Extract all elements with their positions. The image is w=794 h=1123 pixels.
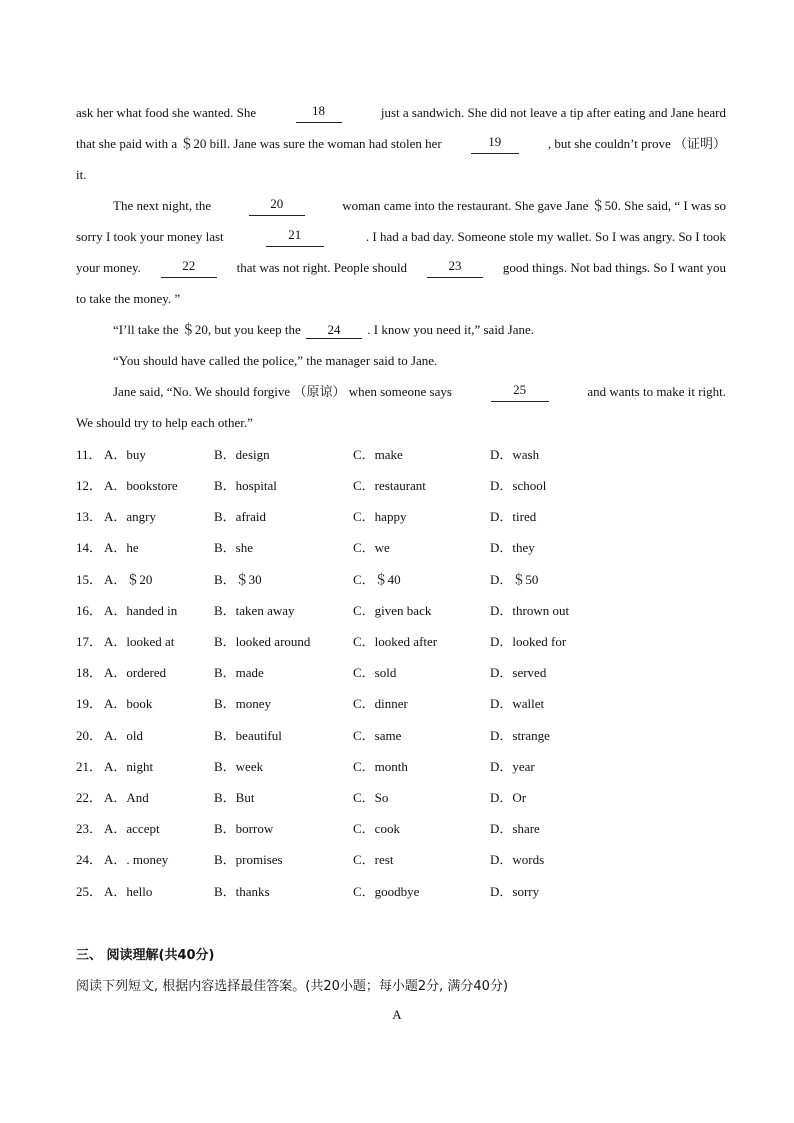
option-c[interactable]: C．cook [353,821,400,836]
option-d[interactable]: D．school [490,478,547,493]
option-b[interactable]: B．borrow [214,821,274,836]
question-24 [76,850,726,870]
passage-line-5 [76,227,726,247]
text: and wants to make it right. [587,384,726,399]
text: good things. Not bad things. So I want you [502,260,726,275]
option-d[interactable]: D．strange [490,728,550,743]
question-17 [76,632,726,652]
option-d[interactable]: D．share [490,821,540,836]
option-d[interactable]: D．wash [490,447,540,462]
option-a[interactable]: A．looked at [104,634,175,649]
question-number: 14． [76,540,103,555]
passage-line-1 [76,103,726,123]
option-d[interactable]: D．year [490,759,535,774]
option-b[interactable]: B．beautiful [214,728,282,743]
text: The next night, the [113,198,212,213]
question-number: 25． [76,884,103,899]
text: . I had a bad day. Someone stole my wallet. So I was angry. So I took [365,229,726,244]
option-c[interactable]: C．happy [353,509,407,524]
blank-24: 24 [306,322,362,339]
option-b[interactable]: B．taken away [214,603,295,618]
question-number: 21． [76,759,103,774]
option-d[interactable]: D．looked for [490,634,567,649]
option-c[interactable]: C．month [353,759,408,774]
blank-18: 18 [296,103,342,123]
section-title: 三、 阅读理解(共40分) [76,948,215,963]
passage-line-3: it. [76,167,87,182]
option-a[interactable]: A．handed in [104,603,178,618]
option-c[interactable]: C．goodbye [353,884,420,899]
passage-line-7: to take the money. ” [76,291,181,306]
option-c[interactable]: C．make [353,447,403,462]
option-b[interactable]: B．money [214,696,272,711]
text: that was not right. People should [236,260,408,275]
question-20 [76,726,726,746]
option-c[interactable]: C．given back [353,603,432,618]
passage-line-11: We should try to help each other.” [76,415,253,430]
option-c[interactable]: C．looked after [353,634,438,649]
option-a[interactable]: A．accept [104,821,160,836]
option-b[interactable]: B．week [214,759,264,774]
question-12 [76,476,726,496]
option-a[interactable]: A．And [104,790,149,805]
text: ask her what food she wanted. She [76,105,257,120]
option-a[interactable]: A．book [104,696,153,711]
option-a[interactable]: A．he [104,540,139,555]
blank-23: 23 [427,258,483,278]
question-number: 18． [76,665,103,680]
option-b[interactable]: B．But [214,790,255,805]
option-a[interactable]: A．old [104,728,144,743]
question-19 [76,694,726,714]
option-c[interactable]: C．sold [353,665,397,680]
option-c[interactable]: C．restaurant [353,478,426,493]
question-number: 24． [76,852,103,867]
text: sorry I took your money last [76,229,224,244]
option-d[interactable]: D．they [490,540,535,555]
question-21 [76,757,726,777]
option-c[interactable]: C．dinner [353,696,408,711]
option-b[interactable]: B．design [214,447,270,462]
text: . I know you need it,” said Jane. [367,322,535,337]
option-b[interactable]: B．made [214,665,264,680]
blank-25: 25 [491,382,549,402]
passage-letter: A [392,1007,402,1022]
blank-20: 20 [249,196,305,216]
option-d[interactable]: D．sorry [490,884,540,899]
question-number: 11． [76,447,102,462]
option-d[interactable]: D．tired [490,509,537,524]
passage-line-2 [76,134,726,154]
question-number: 16． [76,603,103,618]
option-d[interactable]: D．wallet [490,696,545,711]
question-25 [76,882,726,902]
option-d[interactable]: D．thrown out [490,603,570,618]
option-b[interactable]: B．hospital [214,478,277,493]
option-a[interactable]: A．. money [104,852,169,867]
option-c[interactable]: C．So [353,790,389,805]
passage-line-8 [113,320,726,340]
text: that she paid with a ＄20 bill. Jane was sure the woman had stolen her [76,136,442,151]
option-a[interactable]: A．bookstore [104,478,178,493]
option-b[interactable]: B．she [214,540,254,555]
option-d[interactable]: D．Or [490,790,527,805]
option-b[interactable]: B．promises [214,852,283,867]
question-number: 23． [76,821,103,836]
option-c[interactable]: C．we [353,540,390,555]
blank-19: 19 [471,134,519,154]
question-23 [76,819,726,839]
text: woman came into the restaurant. She gave Jane ＄50. She said, “ I was so [342,198,726,213]
text: just a sandwich. She did not leave a tip after eating and Jane heard [380,105,726,120]
question-number: 13． [76,509,103,524]
question-number: 19． [76,696,103,711]
option-b[interactable]: B．looked around [214,634,311,649]
question-16 [76,601,726,621]
question-number: 17． [76,634,103,649]
passage-line-10 [113,382,726,402]
question-number: 12． [76,478,103,493]
option-d[interactable]: D．words [490,852,545,867]
option-d[interactable]: D．＄50 [490,572,539,587]
passage-line-4 [113,196,726,216]
blank-22: 22 [161,258,217,278]
section-instructions: 阅读下列短文, 根据内容选择最佳答案。(共20小题；每小题2分, 满分40分) [76,979,509,994]
question-number: 20． [76,728,103,743]
option-a[interactable]: A．angry [104,509,156,524]
option-b[interactable]: B．thanks [214,884,270,899]
question-number: 15． [76,572,103,587]
blank-21: 21 [266,227,324,247]
question-18 [76,663,726,683]
option-b[interactable]: B．＄30 [214,572,262,587]
passage-line-9: “You should have called the police,” the manager said to Jane. [113,353,438,368]
text: your money. [76,260,141,275]
question-15 [76,570,726,590]
option-a[interactable]: A．night [104,759,154,774]
question-22 [76,788,726,808]
text: “I’ll take the ＄20, but you keep the [113,322,301,337]
text: , but she couldn’t prove （证明） [547,136,726,151]
question-13 [76,507,726,527]
option-a[interactable]: A．ordered [104,665,167,680]
option-d[interactable]: D．served [490,665,547,680]
passage-line-6 [76,258,726,278]
option-a[interactable]: A．＄20 [104,572,153,587]
question-14 [76,538,726,558]
question-number: 22． [76,790,103,805]
option-c[interactable]: C．same [353,728,402,743]
option-a[interactable]: A．buy [104,447,146,462]
question-11 [76,445,726,465]
text: Jane said, “No. We should forgive （原谅） when someone says [113,384,452,399]
option-a[interactable]: A．hello [104,884,153,899]
option-b[interactable]: B．afraid [214,509,266,524]
option-c[interactable]: C．rest [353,852,394,867]
option-c[interactable]: C．＄40 [353,572,401,587]
